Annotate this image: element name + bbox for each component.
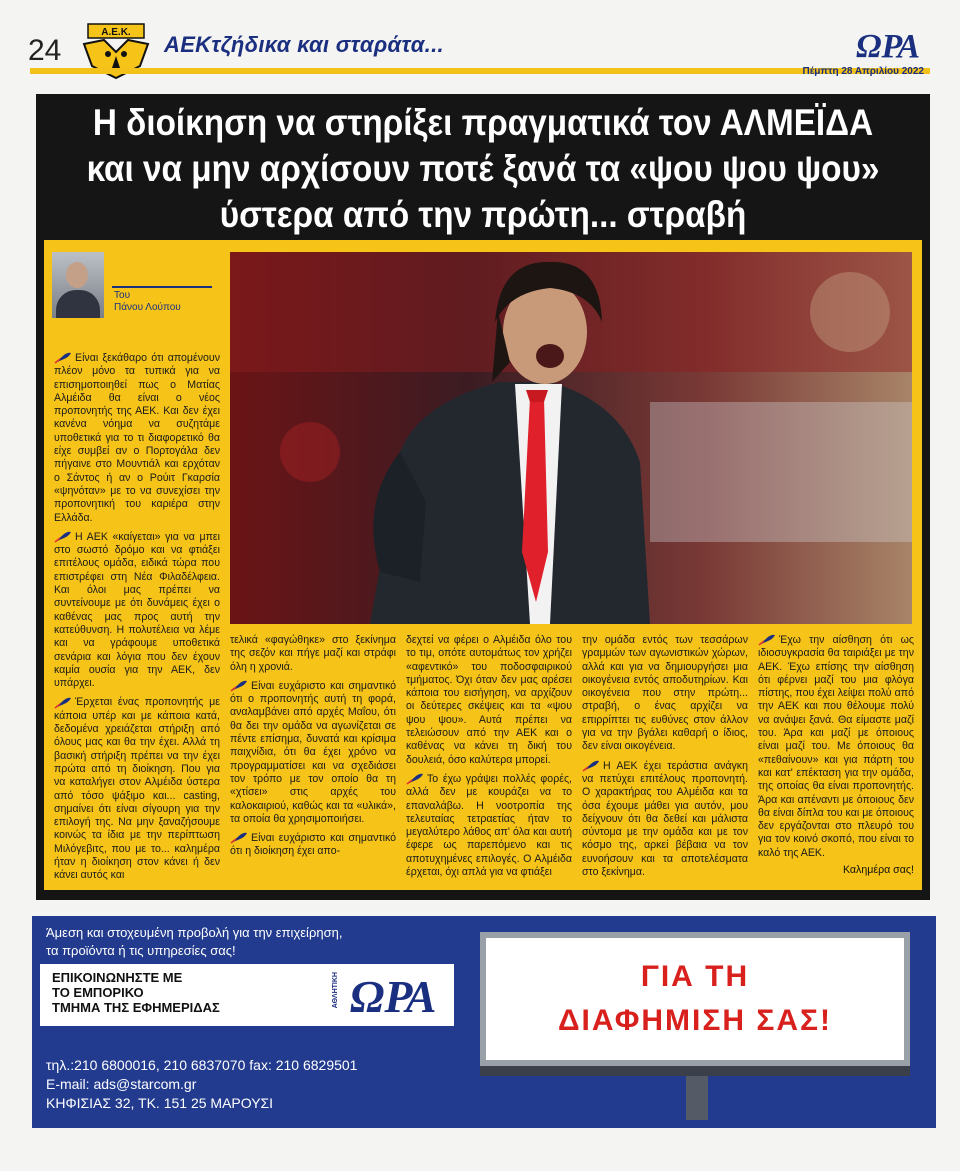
ad-phone[interactable]: τηλ.:210 6800016, 210 6837070 fax: 210 6829501 (46, 1057, 358, 1073)
billboard (472, 928, 928, 1120)
issue-date: Πέμπτη 28 Απριλίου 2022 (802, 66, 924, 77)
paragraph: Το έχω γράψει πολλές φορές, αλλά δεν με κουράζει να το επαναλάβω. Η νοοτροπία της τελευταίας τετραετίας ήταν το μεγαλύτερο λάθος απ' όλα και αυτή έφερε ως παρεπόμενο και τις αποτυχημένες επιλογές. Ο Αλμέιδα έρχεται, όχι απλά για να φτιάξει (406, 772, 572, 879)
ad-email[interactable]: E-mail: ads@starcom.gr (46, 1076, 197, 1092)
billboard-line-1: ΓΙΑ ΤΗ (640, 960, 750, 993)
author-byline (52, 252, 218, 322)
paragraph: Η ΑΕΚ έχει τεράστια ανάγκη να πετύχει επιτέλους προπονητή. Ο χαρακτήρας του Αλμέιδα και τα όσα έχουμε μάθει για αυτόν, μου δείχνουν ότι θα δεθεί και μάλιστα σύντομα με την ομάδα και με τον κόσμο της, αρκεί βέβαια να τον ευνοήσουν και τα αποτελέσματα στο ξεκίνημα. (582, 759, 748, 879)
quill-icon (406, 773, 424, 785)
ad-contact-details (46, 1056, 357, 1113)
advertisement[interactable] (32, 916, 936, 1128)
quill-icon (582, 760, 600, 772)
quill-icon (230, 680, 248, 692)
svg-text:Α.Ε.Κ.: Α.Ε.Κ. (101, 27, 131, 38)
quill-icon (54, 531, 72, 543)
paragraph: τελικά «φαγώθηκε» στο ξεκίνημα της σεζόν και πήγε μαζί και στράφι όλη η χρονιά. (230, 634, 396, 673)
quill-icon (54, 697, 72, 709)
billboard-frame (480, 932, 910, 1066)
billboard-line-2: ΔΙΑΦΗΜΙΣΗ ΣΑΣ! (557, 1004, 833, 1037)
quill-icon (230, 832, 248, 844)
column-1 (54, 352, 220, 889)
section-title: ΑΕΚτζήδικα και σταράτα... (164, 32, 444, 57)
headline-line-3: ύστερα από την πρώτη... στραβή (219, 194, 747, 235)
ad-contact-box (40, 964, 454, 1026)
ad-brand-small: ΑΘΛΗΤΙΚΗ (332, 972, 339, 1009)
paragraph: Είναι ευχάριστο και σημαντικό ότι ο προπονητής αυτή τη φορά, αναλαμβάνει από αρχές Μαΐου, ότι θα δει την ομάδα να αγωνίζεται σε πέντε επίσημα, δυνατά και κρίσιμα παιχνίδια, ότι θα έχει χρόνο να προγραμματίσει και να σχεδιάσει τον τρόπο με τον οποίο θα τη «χτίσει» στις αρχές του καλοκαιριού, καθώς και τα «υλικά», τα οποία θα χρησιμοποιήσει. (230, 679, 396, 825)
header-rule (30, 68, 930, 74)
sign-off: Καλημέρα σας! (843, 864, 914, 876)
coach-photo (230, 252, 912, 624)
quill-icon (54, 352, 72, 364)
billboard-lights (480, 1066, 910, 1076)
paragraph: Έχω την αίσθηση ότι ως ιδιοσυγκρασία θα ταιριάξει με την ΑΕΚ. Έχω επίσης την αίσθηση ότι φέρνει μαζί του μια φλόγα πίστης, που έχει λείψει πολύ από την ΑΕΚ και που θέλουμε πολύ να ανάψει ξανά. Θα είμαστε μαζί του. Άρα και μαζί με όποιους είναι μαζί του. Με όποιους θα «πεθαίνουν» και για πάρτη του και κατ' επέκταση για την ομάδα, της οποίας θα είναι προπονητής. Άρα και απέναντι με όποιους δεν θα είναι δίπλα του και με όποιους δεν εργάζονται στο πλευρό του για τον κοινό σκοπό, που είναι το καλό της ΑΕΚ. (758, 634, 914, 859)
author-photo (52, 252, 104, 318)
paragraph: Είναι ξεκάθαρο ότι απομένουν πλέον μόνο τα τυπικά για να επισημοποιηθεί πως ο Ματίας Αλμέιδα θα είναι ο νέος προπονητής της ΑΕΚ. Και δεν έχει κανένα νόημα να συζητάμε υποθετικά για το τι διαφορετικό θα είχε συμβεί αν ο Πορτογάλα δεν πήγαινε στο Μουντιάλ και ερχόταν ο Σάντος ή αν ο Ρούιτ Γκαρσία «ψηνόταν» με το να συνεχίσει την προπονητική του καριέρα στην Ελλάδα. (54, 352, 220, 524)
ad-address: ΚΗΦΙΣΙΑΣ 32, ΤΚ. 151 25 ΜΑΡΟΥΣΙ (46, 1095, 274, 1111)
quill-icon (758, 634, 776, 646)
headline-line-1: Η διοίκηση να στηρίξει πραγματικά τον ΑΛΜΕΪΔΑ (92, 102, 874, 143)
paragraph: την ομάδα εντός των τεσσάρων γραμμών των αγωνιστικών χώρων, αλλά και για να δημιουργήσει μια οικογένεια εντός αποδυτηρίων. Και οικογένεια που στην πρώτη... στραβή, ο ένας αρχίζει να επιρρίπτει τις ευθύνες στον άλλον για να την βγάλει καθαρή ο ίδιος, δεν είναι οικογένεια. (582, 634, 748, 753)
page-number: 24 (28, 34, 62, 67)
paragraph: Η ΑΕΚ «καίγεται» για να μπει στο σωστό δρόμο και να φτιάξει επιτέλους ομάδα, ειδικά τώρα που επιστρέφει στη Νέα Φιλαδέλφεια. Και όλοι μας πρέπει να συντείνουμε με ότι δυνάμεις έχει ο καθένας μας προς αυτή την κατεύθυνση. Η πολυτέλεια να λέμε και να γράφουμε υποθετικά σενάρια και λόγια που δεν έχουν καμία ουσία για την ΑΕΚ, δεν υπάρχει. (54, 530, 220, 690)
ora-logo: ΩΡΑ (856, 28, 920, 65)
column-5 (758, 634, 914, 866)
author-name: Πάνου Λούπου (114, 302, 181, 313)
column-4 (582, 634, 748, 885)
paragraph: δεχτεί να φέρει ο Αλμέιδα όλο του το τιμ, οπότε αυτομάτως τον χρήζει «αφεντικό» του ποδοσφαιρικού τμήματος. Όχι όταν δεν μας αρέσει κάποια του εισήγηση, να αρχίζουν οι δεύτερες σκέψεις και τα «ψου ψου ψου». Αυτά πρέπει να τελειώσουν από την ΑΕΚ και ο καθένας να κάνει τη δική του δουλειά, όσο καλύτερα μπορεί. (406, 634, 572, 766)
paragraph: Έρχεται ένας προπονητής με κάποια υπέρ και με κάποια κατά, δεδομένα χρειάζεται στήριξη από όλους μας και θα την έχει. Αλλά τη βασική στήριξη πρέπει να την έχει πρώτα από τη διοίκηση. Που για να καταλήγει στον Αλμέιδα ύστερα από τόσο ψάξιμο και... casting, σημαίνει ότι είναι σίγουρη για την επιλογή της. Να μην ξαναζήσουμε κοινώς τα ίδια με την περίπτωση Μιλόγεβιτς, που με το... καλημέρα ήταν η διοίκηση στον κάνει ή δεν κάνει αυτός και (54, 696, 220, 882)
headline (81, 100, 886, 238)
ad-contact-text: ΕΠΙΚΟΙΝΩΝΗΣΤΕ ΜΕ ΤΟ ΕΜΠΟΡΙΚΟ ΤΜΗΜΑ ΤΗΣ ΕΦΗΜΕΡΙΔΑΣ (52, 970, 220, 1015)
byline-rule (112, 286, 212, 288)
ad-intro: Άμεση και στοχευμένη προβολή για την επιχείρηση, τα προϊόντα ή τις υπηρεσίες σας! (46, 925, 343, 958)
column-2 (230, 634, 396, 865)
ad-ora-logo: ΩΡΑ (350, 971, 437, 1022)
headline-line-2: και να μην αρχίσουν ποτέ ξανά τα «ψου ψου ψου» (86, 148, 880, 189)
paragraph: Είναι ευχάριστο και σημαντικό ότι η διοίκηση έχει απο- (230, 832, 396, 858)
author-prefix: Του (114, 290, 131, 301)
column-3 (406, 634, 572, 885)
billboard-pole (686, 1076, 708, 1120)
